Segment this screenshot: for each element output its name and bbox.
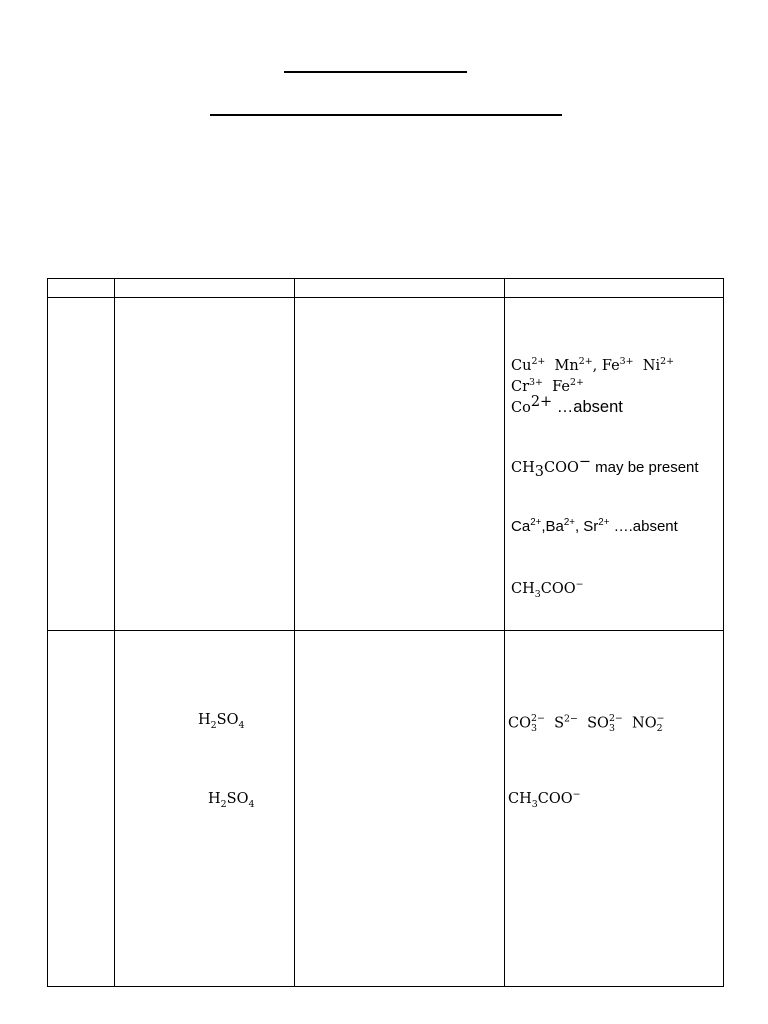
sulfuric-acid-2: $H_2SO_4$ [208, 791, 255, 811]
row1-sno-cell [48, 298, 115, 631]
acetate-may-be-present: $CH_3COO^-$ may be present [511, 454, 699, 481]
header-cell-experiment [115, 279, 295, 298]
table-row [48, 631, 724, 987]
header-cell-observation [295, 279, 505, 298]
row2-experiment-cell [115, 631, 295, 987]
header-cell-inference [505, 279, 724, 298]
table-header-row [48, 279, 724, 298]
anion-list: CO 2− 3 $S^{2-}$ SO 2− 3 NO − 2 [508, 713, 665, 734]
row1-inference-cell [505, 298, 724, 631]
sulfuric-acid-1: $H_2SO_4$ [198, 712, 245, 732]
row1-experiment-cell [115, 298, 295, 631]
cation-line-3: $Co^{2+}$ …absent [511, 394, 623, 417]
acetate-ion-2: $CH_3COO^-$ [508, 789, 581, 811]
cation-line-2: $Cr^{3+}$ $Fe^{2+}$ [511, 377, 584, 396]
table-row [48, 298, 724, 631]
title-underline [284, 71, 467, 73]
cation-line-1: $Cu^{2+}$ $Mn^{2+}$, $Fe^{3+}$ $Ni^{2+}$ [511, 356, 674, 375]
salt-analysis-table [47, 278, 724, 987]
acetate-ion: $CH_3COO^-$ [511, 579, 584, 600]
row2-observation-cell [295, 631, 505, 987]
row1-observation-cell [295, 298, 505, 631]
header-cell-sno [48, 279, 115, 298]
alkaline-earth-absent: $Ca^{2+},Ba^{2+}$, $Sr^{2+}$ ….absent [511, 517, 678, 536]
subtitle-underline [210, 114, 562, 116]
row2-inference-cell [505, 631, 724, 987]
row2-sno-cell [48, 631, 115, 987]
